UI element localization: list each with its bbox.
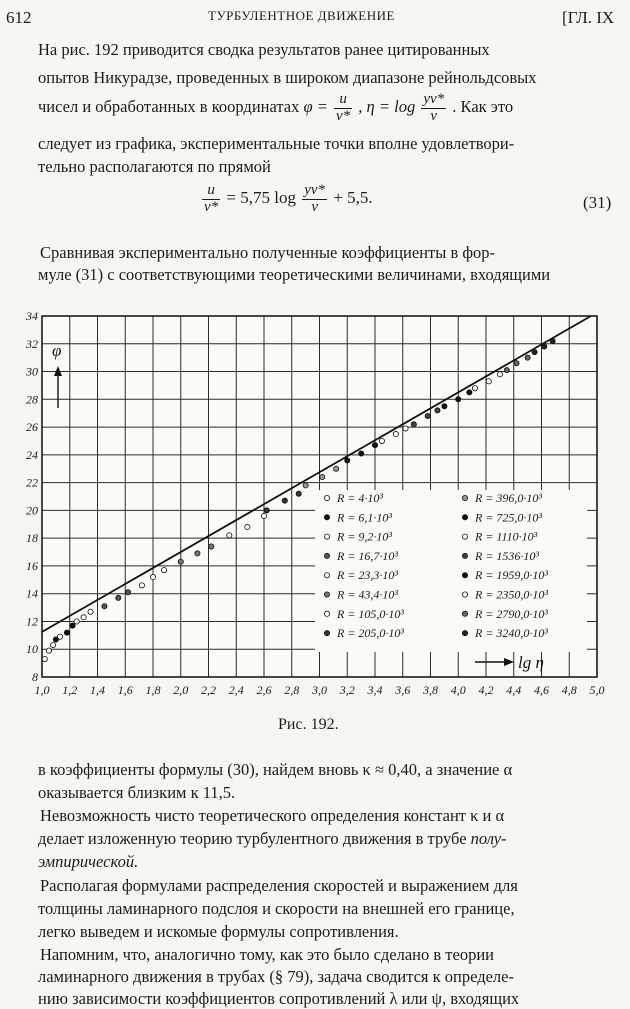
x-tick-label: 3,0: [312, 683, 327, 697]
eq-fraction-2: [302, 183, 327, 216]
data-point: [162, 567, 167, 572]
x-tick-label: 1,2: [62, 683, 78, 697]
y-tick-label: 10: [26, 642, 38, 657]
legend-marker: [324, 515, 329, 520]
paragraph-3-line-1: в коэффициенты формулы (30), найдем вновь κ ≈ 0,40, а значение α: [38, 760, 513, 779]
data-point: [264, 508, 269, 513]
legend-marker: [462, 611, 467, 616]
x-tick-label: 2,2: [201, 683, 216, 697]
legend-label: R = 1536·10³: [475, 548, 540, 563]
y-axis-label: φ: [52, 341, 62, 360]
page-number: 612: [6, 8, 32, 27]
paragraph-4-line-3: [38, 852, 618, 872]
eq-num-1: u: [202, 183, 220, 200]
data-point: [442, 404, 447, 409]
data-point: [81, 615, 86, 620]
data-point: [379, 438, 384, 443]
data-point: [411, 422, 416, 427]
data-point: [532, 350, 537, 355]
data-point: [125, 590, 130, 595]
x-tick-label: 4,6: [534, 683, 549, 697]
legend-label: R = 9,2·10³: [337, 529, 393, 544]
legend-marker: [324, 631, 329, 636]
data-point: [245, 524, 250, 529]
data-point: [303, 483, 308, 488]
x-tick-label: 2,0: [173, 683, 189, 697]
data-point: [497, 372, 502, 377]
data-point: [46, 648, 51, 653]
legend-marker: [462, 631, 467, 636]
data-point: [456, 397, 461, 402]
x-tick-label: 2,4: [228, 683, 244, 697]
legend-marker: [462, 515, 467, 520]
legend-label: R = 3240,0·10³: [475, 626, 549, 641]
x-tick-label: 4,2: [478, 683, 494, 697]
eta-den: ν: [430, 107, 438, 124]
x-tick-label: 3,2: [339, 683, 355, 697]
legend-marker: [462, 495, 467, 500]
legend-marker: [462, 573, 467, 578]
paragraph-1-line-5: тельно располагаются по прямой: [38, 157, 271, 176]
legend-label: R = 205,0·10³: [337, 626, 405, 641]
paragraph-1-line-1: На рис. 192 приводится сводка результатов ранее цитированных: [38, 40, 490, 59]
x-tick-label: 4,8: [561, 683, 577, 697]
eq-tail: + 5,5.: [333, 188, 373, 208]
p1-line3-text: чисел и обработанных в координатах: [38, 97, 300, 117]
phi-symbol: φ =: [303, 97, 328, 117]
data-point: [195, 551, 200, 556]
paragraph-2-line-2: муле (31) с соответствующими теоретическими величинами, входящими: [38, 265, 551, 284]
data-point: [282, 498, 287, 503]
legend-marker: [324, 611, 329, 616]
data-point: [116, 595, 121, 600]
y-tick-label: 22: [26, 475, 38, 490]
phi-fraction: [334, 92, 352, 125]
x-tick-label: 2,6: [256, 683, 272, 697]
data-point: [393, 431, 398, 436]
legend-marker: [324, 592, 329, 597]
data-point: [70, 623, 75, 628]
x-tick-label: 3,4: [367, 683, 383, 697]
paragraph-1-line-4: следует из графика, экспериментальные точки вполне удовлетвори-: [38, 134, 515, 153]
legend-label: R = 105,0·10³: [337, 606, 405, 621]
legend-marker: [324, 534, 329, 539]
phi-num: u: [334, 92, 352, 109]
data-point: [425, 413, 430, 418]
eq-middle: = 5,75 log: [226, 188, 296, 208]
data-point: [345, 458, 350, 463]
eq-fraction-1: [202, 183, 220, 216]
paragraph-6-line-1: Напомним, что, аналогично тому, как это было сделано в теории: [40, 945, 494, 964]
data-point: [74, 619, 79, 624]
paragraph-6-line-3: нию зависимости коэффициентов сопротивлений λ или ψ, входящих: [38, 989, 520, 1008]
paragraph-3-line-2: оказывается близким к 11,5.: [38, 783, 236, 802]
legend-label: R = 2350,0·10³: [475, 587, 549, 602]
x-tick-label: 4,4: [506, 683, 522, 697]
data-point: [435, 408, 440, 413]
x-tick-label: 3,8: [423, 683, 438, 697]
y-tick-label: 16: [26, 558, 38, 573]
legend-label: R = 725,0·10³: [475, 510, 543, 525]
equation-number: (31): [583, 193, 612, 212]
data-point: [261, 513, 266, 518]
data-point: [504, 368, 509, 373]
legend-marker: [324, 573, 329, 578]
x-tick-label: 3,6: [395, 683, 411, 697]
data-point: [359, 451, 364, 456]
figure-caption: Рис. 192.: [278, 716, 339, 733]
running-title: ТУРБУЛЕНТНОЕ ДВИЖЕНИЕ: [208, 8, 395, 23]
x-axis-label: lg η: [518, 653, 544, 672]
y-tick-label: 24: [26, 447, 38, 462]
x-tick-label: 1,8: [145, 683, 161, 697]
paragraph-1-line-2: опытов Никурадзе, проведенных в широком диапазоне рейнольдсовых: [38, 68, 537, 87]
data-point: [64, 630, 69, 635]
paragraph-5-line-2: толщины ламинарного подслоя и скорости на внешней его границе,: [38, 899, 515, 918]
legend-marker: [462, 592, 467, 597]
p4-line3-italic: эмпирической.: [38, 852, 139, 871]
data-point: [486, 379, 491, 384]
x-tick-label: 2,8: [284, 683, 300, 697]
data-point: [403, 426, 408, 431]
legend-label: R = 4·10³: [337, 491, 384, 505]
y-tick-label: 18: [26, 531, 38, 546]
data-point: [514, 361, 519, 366]
y-tick-label: 14: [26, 586, 38, 601]
legend-marker: [324, 553, 329, 558]
legend-label: R = 1959,0·10³: [475, 568, 549, 583]
data-point: [102, 604, 107, 609]
y-tick-label: 34: [26, 309, 38, 323]
data-point: [525, 355, 530, 360]
y-tick-label: 28: [26, 392, 38, 407]
data-point: [150, 574, 155, 579]
chapter-label: [ГЛ. IX: [562, 8, 615, 27]
legend-marker: [462, 553, 467, 558]
data-point: [334, 466, 339, 471]
eq-den-2: ν: [311, 198, 318, 215]
p1-line3-tail: . Как это: [452, 97, 514, 117]
paragraph-4-line-1: Невозможность чисто теоретического определения констант κ и α: [40, 806, 505, 825]
data-point: [139, 583, 144, 588]
legend-label: R = 23,3·10³: [337, 568, 399, 583]
x-tick-label: 4,0: [450, 683, 466, 697]
x-tick-label: 1,4: [90, 683, 105, 697]
paragraph-1-line-3: [38, 92, 618, 125]
eta-symbol: , η = log: [358, 97, 416, 117]
data-point: [42, 656, 47, 661]
p4-line2-text: делает изложенную теорию турбулентного движения в трубе: [38, 829, 467, 848]
eq-num-2: yv*: [304, 182, 326, 198]
x-tick-label: 5,0: [589, 683, 605, 697]
paragraph-6-line-2: ламинарного движения в трубах (§ 79), задача сводится к определе-: [38, 967, 514, 986]
x-tick-label: 1,6: [117, 683, 133, 697]
legend-label: R = 396,0·10³: [475, 491, 543, 505]
data-point: [542, 344, 547, 349]
x-tick-label: 1,0: [34, 683, 50, 697]
data-point: [51, 642, 56, 647]
y-tick-label: 30: [26, 364, 38, 379]
legend-label: R = 1110·10³: [475, 529, 538, 544]
y-tick-label: 20: [26, 503, 38, 518]
legend-label: R = 16,7·10³: [337, 548, 399, 563]
data-point: [320, 474, 325, 479]
legend-marker: [462, 534, 467, 539]
equation-31: [200, 183, 373, 216]
paragraph-4-line-2: [38, 829, 618, 849]
data-point: [296, 491, 301, 496]
data-point: [53, 637, 58, 642]
y-tick-label: 26: [26, 420, 38, 435]
figure-192-chart: [0, 300, 630, 710]
data-point: [472, 386, 477, 391]
data-point: [209, 544, 214, 549]
data-point: [550, 338, 555, 343]
data-point: [372, 443, 377, 448]
p4-line2-italic: полу-: [470, 829, 507, 848]
legend-label: R = 2790,0·10³: [475, 606, 549, 621]
running-header: [0, 8, 630, 32]
eta-num: yv*: [423, 91, 445, 107]
legend-label: R = 43,4·10³: [337, 587, 399, 602]
data-point: [467, 390, 472, 395]
y-tick-label: 8: [32, 670, 38, 684]
paragraph-5-line-3: легко выведем и искомые формулы сопротивления.: [38, 922, 399, 941]
legend-marker: [324, 495, 329, 500]
eq-den-1: v*: [204, 198, 219, 215]
data-point: [178, 559, 183, 564]
phi-den: v*: [336, 107, 351, 124]
eta-fraction: [421, 92, 446, 125]
data-point: [227, 533, 232, 538]
y-tick-label: 12: [26, 614, 38, 629]
paragraph-2-line-1: Сравнивая экспериментально полученные коэффициенты в фор-: [40, 243, 496, 262]
paragraph-5-line-1: Располагая формулами распределения скоростей и выражением для: [40, 876, 518, 895]
data-point: [88, 609, 93, 614]
y-tick-label: 32: [26, 336, 38, 351]
legend-label: R = 6,1·10³: [337, 510, 393, 525]
